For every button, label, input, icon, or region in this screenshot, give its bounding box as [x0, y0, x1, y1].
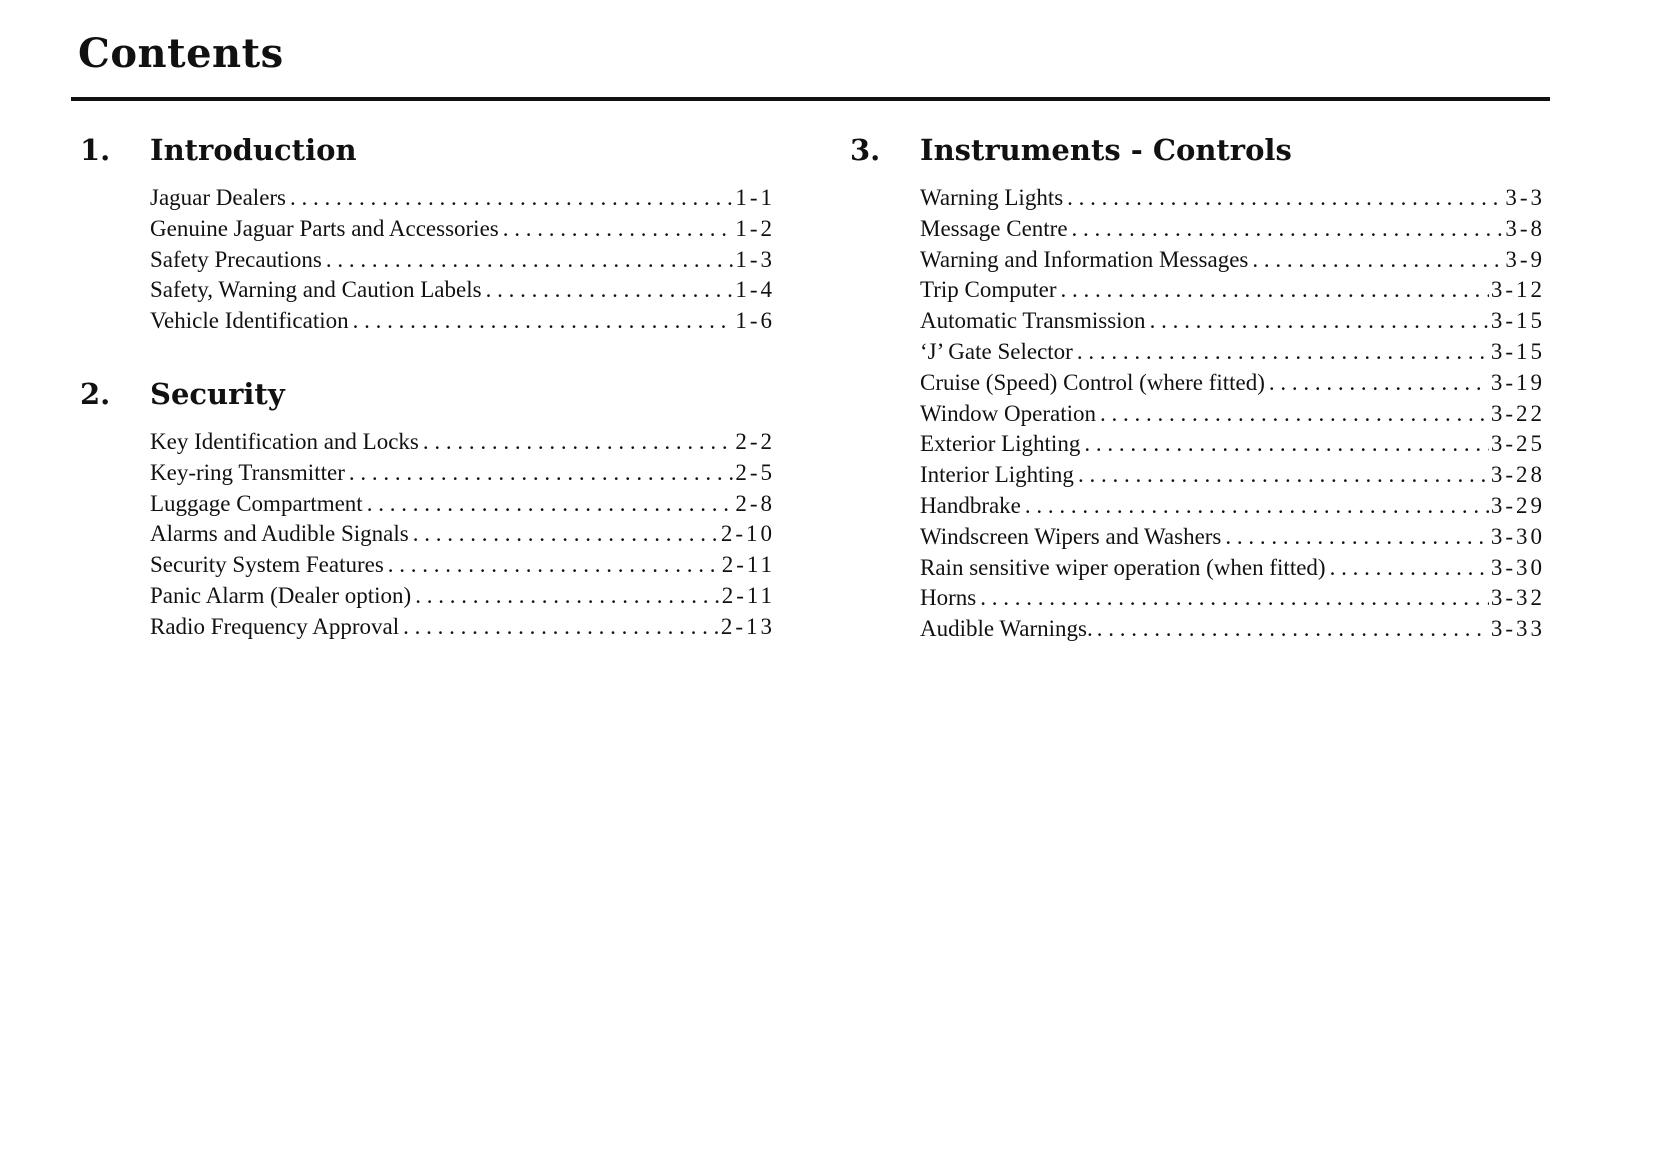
toc-entry[interactable]	[150, 491, 775, 522]
toc-entry-page: 3-22	[1490, 400, 1545, 426]
dot-leader	[349, 460, 733, 486]
toc-entry-page: 2-10	[720, 521, 775, 547]
toc-entry[interactable]	[920, 216, 1545, 247]
dot-leader	[1269, 370, 1489, 396]
dot-leader	[290, 185, 733, 211]
dot-leader	[486, 277, 734, 303]
dot-leader	[1025, 493, 1489, 519]
toc-entry-label: Genuine Jaguar Parts and Accessories	[150, 215, 499, 241]
dot-leader	[1067, 185, 1503, 211]
toc-entry-label: Key-ring Transmitter	[150, 459, 345, 485]
dot-leader	[1150, 308, 1489, 334]
section-title: Security	[150, 377, 285, 411]
section-security	[80, 377, 775, 645]
section-number: 1.	[80, 133, 111, 167]
toc-entry-page: 3-25	[1490, 431, 1545, 457]
dot-leader	[1097, 616, 1489, 642]
toc-entry[interactable]	[920, 277, 1545, 308]
section-title: Introduction	[150, 133, 357, 167]
page-title: Contents	[78, 30, 284, 77]
toc-entry-list	[80, 185, 775, 339]
toc-entry[interactable]	[150, 521, 775, 552]
section-header	[80, 377, 770, 417]
toc-entry[interactable]	[920, 308, 1545, 339]
toc-entry-page: 3-15	[1490, 338, 1545, 364]
dot-leader	[413, 521, 719, 547]
toc-entry-label: Warning Lights	[920, 185, 1064, 210]
toc-entry-page: 3-30	[1490, 554, 1545, 580]
toc-entry[interactable]	[920, 585, 1545, 616]
dot-leader	[353, 308, 734, 334]
toc-entry-label: Radio Frequency Approval	[150, 613, 400, 639]
dot-leader	[326, 247, 734, 273]
toc-entry[interactable]	[920, 524, 1545, 555]
dot-leader	[1100, 401, 1489, 427]
section-title: Instruments - Controls	[920, 133, 1292, 167]
section-header	[850, 133, 1540, 173]
toc-entry-label: Exterior Lighting	[920, 431, 1081, 457]
dot-leader	[1061, 277, 1489, 303]
toc-entry-label: Safety Precautions	[150, 246, 322, 272]
section-number: 2.	[80, 377, 111, 411]
toc-entry-page: 2-13	[720, 613, 775, 639]
toc-entry-list	[80, 429, 775, 645]
toc-entry[interactable]	[920, 339, 1545, 370]
toc-entry-page: 2-2	[735, 429, 775, 454]
toc-entry-page: 1-2	[735, 215, 775, 241]
toc-entry[interactable]	[150, 277, 775, 308]
toc-entry-page: 1-1	[735, 185, 775, 210]
toc-entry[interactable]	[150, 429, 775, 460]
toc-entry-label: Key Identification and Locks	[150, 429, 419, 454]
toc-entry-page: 3-30	[1490, 523, 1545, 549]
toc-entry[interactable]	[920, 370, 1545, 401]
section-number: 3.	[850, 133, 881, 167]
toc-entry-label: Message Centre	[920, 215, 1068, 241]
toc-entry-page: 1-4	[735, 277, 775, 303]
dot-leader	[980, 585, 1489, 611]
toc-entry[interactable]	[150, 583, 775, 614]
toc-entry-page: 3-8	[1505, 215, 1545, 241]
toc-entry-page: 3-9	[1505, 246, 1545, 272]
toc-entry-label: Security System Features	[150, 552, 384, 578]
dot-leader	[1330, 555, 1489, 581]
toc-entry-page: 3-3	[1505, 185, 1545, 210]
toc-entry-page: 2-11	[721, 582, 775, 608]
toc-entry-page: 3-32	[1490, 585, 1545, 611]
toc-entry[interactable]	[150, 552, 775, 583]
toc-entry-page: 3-28	[1490, 462, 1545, 488]
toc-entry-label: Panic Alarm (Dealer option)	[150, 582, 412, 608]
dot-leader	[1084, 431, 1489, 457]
toc-entry-label: Audible Warnings.	[920, 616, 1093, 642]
dot-leader	[1252, 247, 1503, 273]
toc-entry[interactable]	[920, 555, 1545, 586]
toc-entry-label: Handbrake	[920, 492, 1021, 518]
toc-entry[interactable]	[920, 462, 1545, 493]
toc-entry-label: Interior Lighting	[920, 462, 1074, 488]
dot-leader	[503, 216, 734, 242]
toc-entry[interactable]	[150, 185, 775, 216]
toc-entry[interactable]	[150, 614, 775, 645]
dot-leader	[1078, 462, 1489, 488]
toc-entry[interactable]	[920, 185, 1545, 216]
toc-entry-label: Luggage Compartment	[150, 490, 363, 516]
dot-leader	[388, 552, 720, 578]
toc-entry[interactable]	[150, 460, 775, 491]
toc-entry-label: Windscreen Wipers and Washers	[920, 523, 1222, 549]
toc-entry[interactable]	[920, 401, 1545, 432]
toc-entry[interactable]	[920, 247, 1545, 278]
dot-leader	[367, 491, 734, 517]
toc-entry-page: 3-12	[1490, 277, 1545, 303]
toc-entry-page: 2-11	[721, 552, 775, 578]
dot-leader	[1225, 524, 1488, 550]
toc-entry-page: 3-29	[1490, 492, 1545, 518]
toc-entry-label: ‘J’ Gate Selector	[920, 338, 1073, 364]
toc-entry-label: Jaguar Dealers	[150, 185, 287, 210]
dot-leader	[423, 429, 733, 455]
toc-entry-page: 3-19	[1490, 369, 1545, 395]
toc-entry-page: 2-5	[735, 459, 775, 485]
section-instruments-controls	[850, 133, 1545, 647]
toc-entry[interactable]	[920, 431, 1545, 462]
toc-entry[interactable]	[920, 616, 1545, 647]
toc-entry-label: Trip Computer	[920, 277, 1057, 303]
toc-entry-label: Cruise (Speed) Control (where fitted)	[920, 369, 1265, 395]
toc-entry-label: Horns	[920, 585, 977, 611]
toc-entry-label: Warning and Information Messages	[920, 246, 1249, 272]
toc-entry-page: 2-8	[735, 490, 775, 516]
toc-entry-page: 1-6	[735, 308, 775, 334]
toc-entry[interactable]	[920, 493, 1545, 524]
title-rule	[71, 97, 1550, 101]
dot-leader	[403, 614, 719, 640]
toc-entry[interactable]	[150, 216, 775, 247]
toc-entry[interactable]	[150, 308, 775, 339]
dot-leader	[1077, 339, 1489, 365]
section-introduction	[80, 133, 775, 339]
toc-entry-label: Rain sensitive wiper operation (when fitted)	[920, 554, 1326, 580]
toc-entry-list	[850, 185, 1545, 647]
toc-entry-page: 1-3	[735, 246, 775, 272]
toc-entry-label: Window Operation	[920, 400, 1097, 426]
toc-entry-page: 3-33	[1490, 616, 1545, 642]
dot-leader	[415, 583, 719, 609]
toc-entry-label: Automatic Transmission	[920, 308, 1146, 334]
toc-entry[interactable]	[150, 247, 775, 278]
toc-entry-page: 3-15	[1490, 308, 1545, 334]
toc-entry-label: Safety, Warning and Caution Labels	[150, 277, 482, 303]
toc-entry-label: Alarms and Audible Signals	[150, 521, 409, 547]
toc-entry-label: Vehicle Identification	[150, 308, 349, 334]
section-header	[80, 133, 770, 173]
dot-leader	[1072, 216, 1504, 242]
